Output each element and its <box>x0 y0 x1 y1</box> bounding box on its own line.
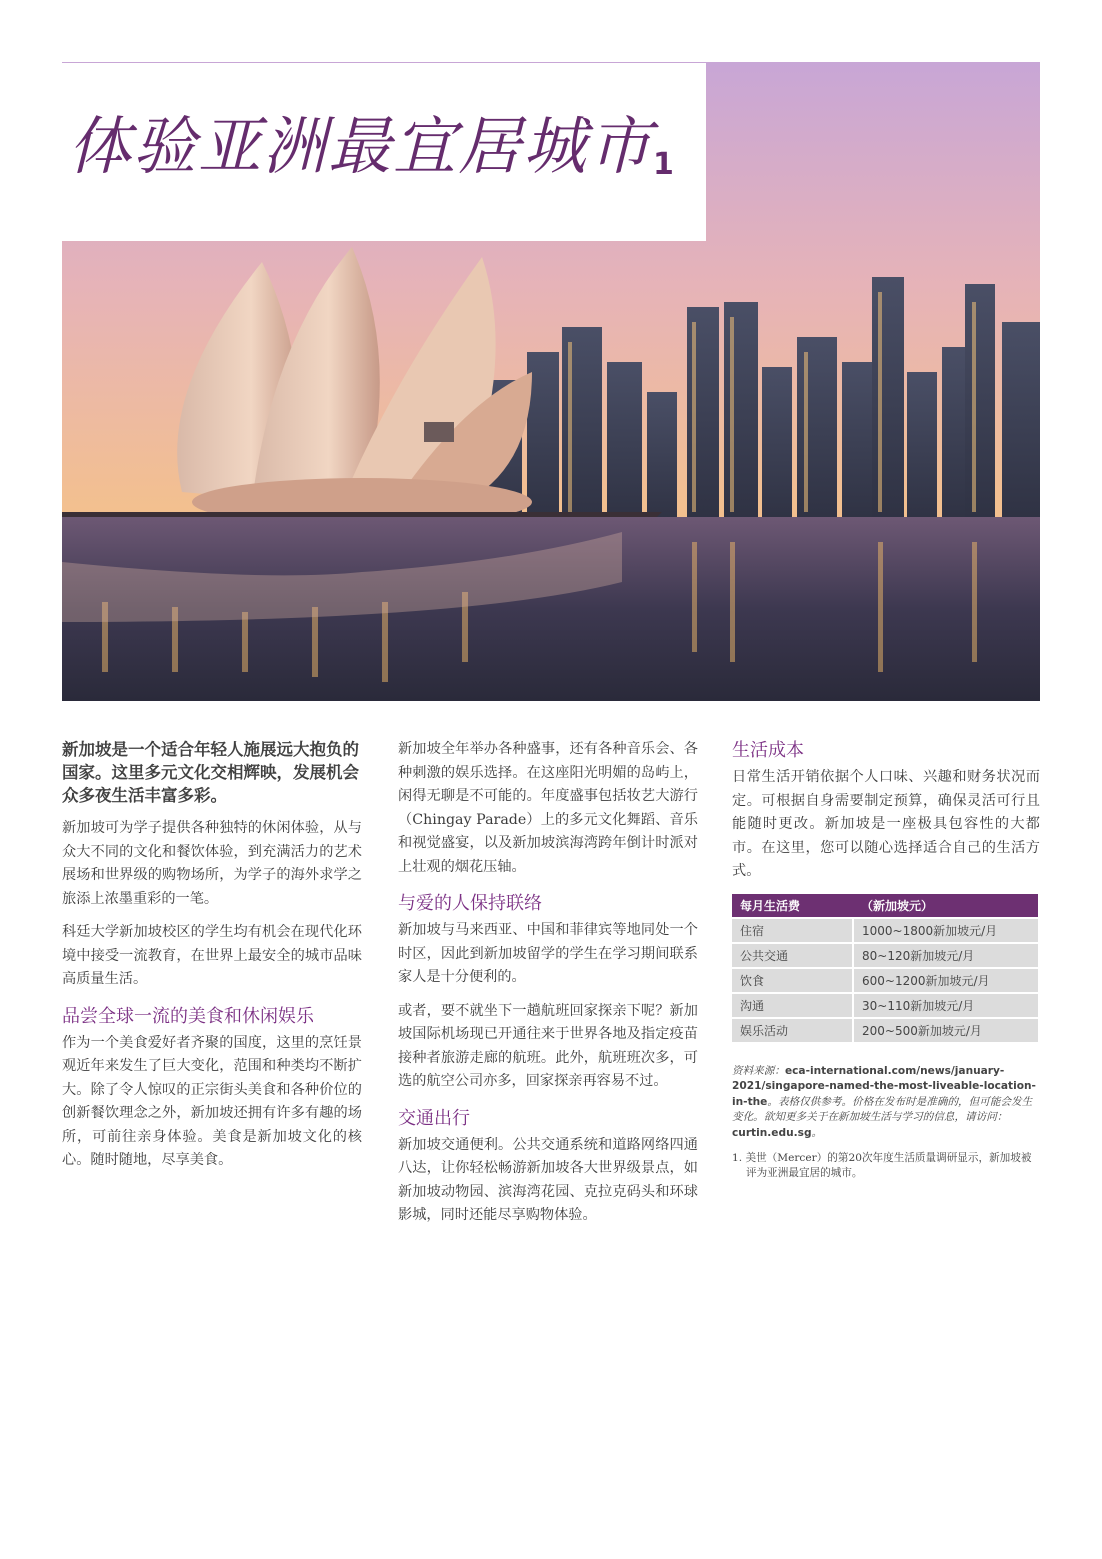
cost-table <box>732 894 1038 1042</box>
paragraph: 或者，要不就坐下一趟航班回家探亲下呢？新加坡国际机场现已开通往来于世界各地及指定疫苗接种者旅游走廊的航班。此外，航班班次多，可选的航空公司亦多，回家探亲再容易不过。 <box>398 1002 698 1089</box>
paragraph: 新加坡交通便利。公共交通系统和道路网络四通八达，让你轻松畅游新加坡各大世界级景点，如新加坡动物园、滨海湾花园、克拉克码头和环球影城，同时还能尽享购物体验。 <box>398 1136 698 1223</box>
footnote: 1. 美世（Mercer）的第20次年度生活质量调研显示，新加坡被评为亚洲最宜居的城市。 <box>732 1152 1032 1179</box>
table-cell: 娱乐活动 <box>732 1018 853 1042</box>
heading-connect: 与爱的人保持联络 <box>398 893 542 914</box>
table-row <box>732 918 1038 943</box>
title-footnote-marker: 1 <box>653 147 676 182</box>
table-cell: 沟通 <box>732 993 853 1018</box>
table-row <box>732 993 1038 1018</box>
paragraph: 新加坡与马来西亚、中国和菲律宾等地同处一个时区，因此到新加坡留学的学生在学习期间联系家人是十分便利的。 <box>398 922 698 985</box>
table-header-row <box>732 894 1038 918</box>
paragraph: 作为一个美食爱好者齐聚的国度，这里的烹饪景观近年来发生了巨大变化，范围和种类均不断扩大。除了令人惊叹的正宗街头美食和各种价位的创新餐饮理念之外，新加坡还拥有许多有趣的场所，可前往亲身体验。美食是新加坡文化的核心。随时随地，尽享美食。 <box>62 1034 362 1168</box>
table-row <box>732 943 1038 968</box>
table-row <box>732 968 1038 993</box>
table-cell: 饮食 <box>732 968 853 993</box>
table-header-cell: （新加坡元） <box>853 894 1038 918</box>
heading-cost: 生活成本 <box>732 740 804 761</box>
source-note: 资料来源：eca-international.com/news/january-2021/singapore-named-the-most-liveable-location-in-the。表格仅供参考。价格在发布时是准确的，但可能会发生变化。欲知更多关于在新加坡生活与学习的信息，请访问：curtin.edu.sg。 <box>732 1064 1036 1139</box>
table-cell: 600~1200新加坡元/月 <box>853 968 1038 993</box>
intro-lead: 新加坡是一个适合年轻人施展远大抱负的国家。这里多元文化交相辉映，发展机会众多夜生活丰富多彩。 <box>62 740 359 805</box>
table-cell: 30~110新加坡元/月 <box>853 993 1038 1018</box>
table-row <box>732 1018 1038 1042</box>
table-header-cell: 每月生活费 <box>732 894 853 918</box>
heading-transport: 交通出行 <box>398 1107 470 1129</box>
curtin-site-link[interactable]: curtin.edu.sg <box>732 1126 812 1139</box>
page-title: 体验亚洲最宜居城市$^1$ <box>68 110 676 183</box>
table-cell: 80~120新加坡元/月 <box>853 943 1038 968</box>
column-middle <box>398 738 698 1238</box>
column-right <box>732 738 1040 1181</box>
paragraph: 日常生活开销依据个人口味、兴趣和财务状况而定。可根据自身需要制定预算，确保灵活可行且能随时更改。新加坡是一座极具包容性的大都市。在这里，您可以随心选择适合自己的生活方式。 <box>732 769 1040 879</box>
column-left <box>62 738 362 1183</box>
paragraph: 新加坡全年举办各种盛事，还有各种音乐会、各种刺激的娱乐选择。在这座阳光明媚的岛屿上，闲得无聊是不可能的。年度盛事包括妆艺大游行（Chingay Parade）上的多元文化舞蹈、音乐和视觉盛宴，以及新加坡滨海湾跨年倒计时派对上壮观的烟花压轴。 <box>398 741 698 875</box>
table-cell: 200~500新加坡元/月 <box>853 1018 1038 1042</box>
table-cell: 公共交通 <box>732 943 853 968</box>
source-url-link[interactable]: eca-international.com/news/january-2021/singapore-named-the-most-liveable-location-in-the <box>732 1064 1036 1108</box>
heading-food: 品尝全球一流的美食和休闲娱乐 <box>62 1005 314 1027</box>
paragraph: 科廷大学新加坡校区的学生均有机会在现代化环境中接受一流教育，在世界上最安全的城市品味高质量生活。 <box>62 924 362 987</box>
paragraph: 新加坡可为学子提供各种独特的休闲体验，从与众大不同的文化和餐饮体验，到充满活力的艺术展场和世界级的购物场所，为学子的海外求学之旅添上浓墨重彩的一笔。 <box>62 820 362 907</box>
table-cell: 1000~1800新加坡元/月 <box>853 918 1038 943</box>
table-cell: 住宿 <box>732 918 853 943</box>
